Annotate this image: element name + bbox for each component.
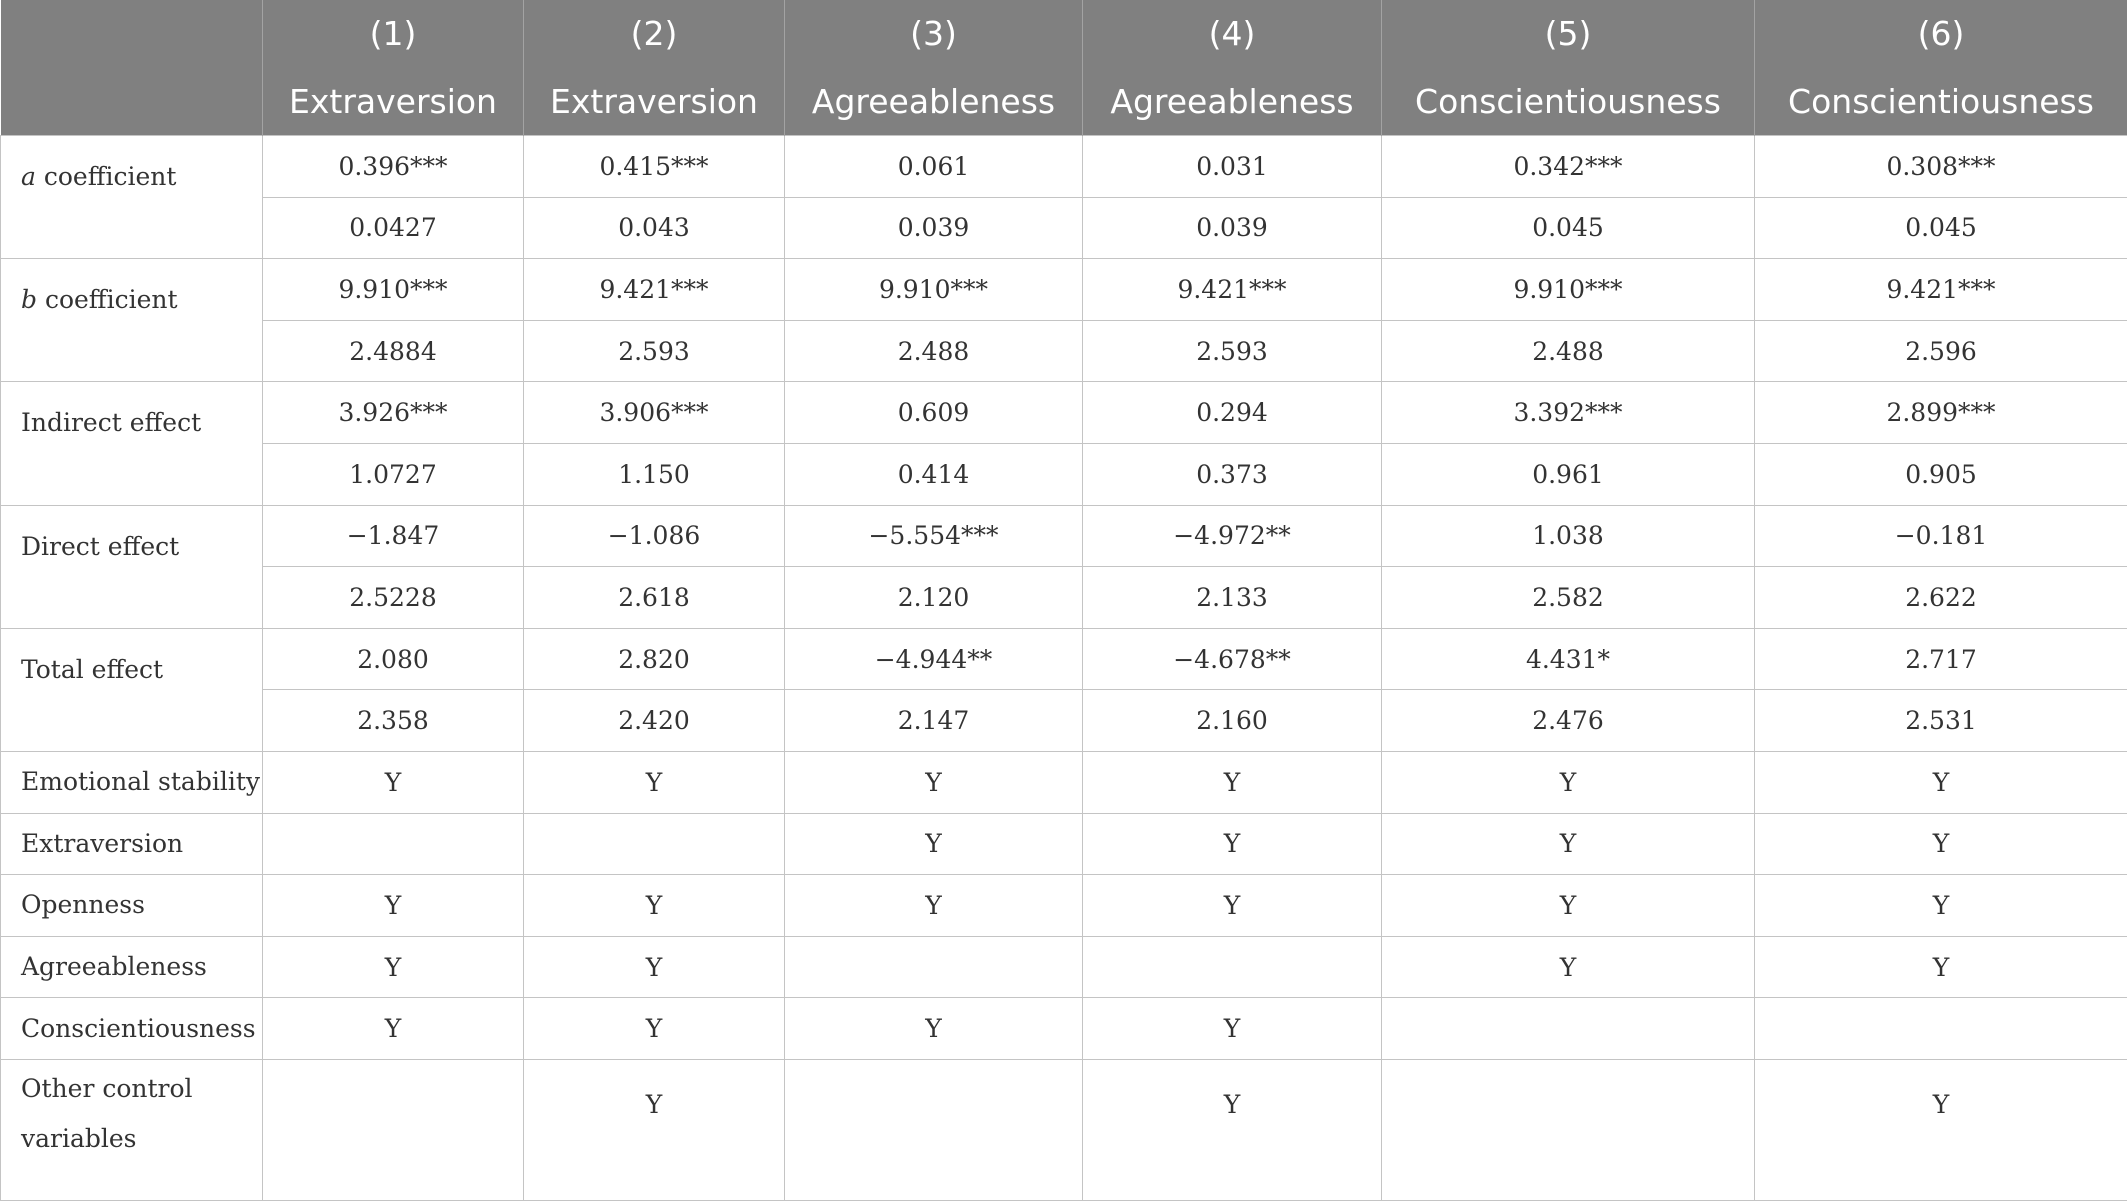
se-cell: 2.596 [1755, 320, 2127, 382]
standard-error-row [1, 443, 2127, 505]
control-row [1, 751, 2127, 813]
coef-cell: 0.294 [1083, 382, 1382, 444]
coef-cell: 9.910*** [263, 259, 524, 321]
control-cell: Y [1083, 998, 1382, 1060]
coef-cell: 2.717 [1755, 628, 2127, 690]
control-cell: Y [263, 936, 524, 998]
se-cell: 2.618 [524, 567, 785, 629]
row-label [1, 505, 263, 628]
coef-cell: 3.926*** [263, 382, 524, 444]
header-trait: Agreeableness [785, 67, 1083, 136]
row-label [1, 382, 263, 505]
control-cell: Y [1755, 1059, 2127, 1200]
control-row [1, 936, 2127, 998]
se-cell: 2.488 [1382, 320, 1755, 382]
row-label-text: coefficient [36, 162, 177, 191]
coefficient-row [1, 382, 2127, 444]
coef-cell: −1.086 [524, 505, 785, 567]
coef-cell: 0.609 [785, 382, 1083, 444]
header-trait: Extraversion [524, 67, 785, 136]
control-cell [1755, 998, 2127, 1060]
control-cell [1382, 998, 1755, 1060]
se-cell: 0.0427 [263, 197, 524, 259]
se-cell: 2.420 [524, 690, 785, 752]
control-cell [263, 1059, 524, 1200]
se-cell: 2.488 [785, 320, 1083, 382]
header-trait: Conscientiousness [1382, 67, 1755, 136]
standard-error-row [1, 320, 2127, 382]
se-cell: 0.045 [1755, 197, 2127, 259]
header-model-number: (4) [1083, 0, 1382, 67]
standard-error-row [1, 197, 2127, 259]
header-trait: Conscientiousness [1755, 67, 2127, 136]
row-label: Conscientiousness [1, 998, 263, 1060]
coef-cell: −4.972** [1083, 505, 1382, 567]
coef-cell: 0.061 [785, 136, 1083, 198]
se-cell: 0.039 [1083, 197, 1382, 259]
coef-cell: 0.415*** [524, 136, 785, 198]
coef-cell: 0.031 [1083, 136, 1382, 198]
row-label-italic: b [21, 285, 37, 314]
se-cell: 1.150 [524, 443, 785, 505]
control-cell: Y [1083, 813, 1382, 875]
control-cell [1083, 936, 1382, 998]
control-cell [1382, 1059, 1755, 1200]
control-row [1, 875, 2127, 937]
control-cell: Y [785, 875, 1083, 937]
se-cell: 2.160 [1083, 690, 1382, 752]
se-cell: 0.043 [524, 197, 785, 259]
standard-error-row [1, 567, 2127, 629]
coef-cell: 0.308*** [1755, 136, 2127, 198]
control-cell: Y [524, 751, 785, 813]
control-cell: Y [524, 998, 785, 1060]
se-cell: 1.0727 [263, 443, 524, 505]
coef-cell: −4.678** [1083, 628, 1382, 690]
row-label: Openness [1, 875, 263, 937]
control-cell: Y [1755, 813, 2127, 875]
row-label: Extraversion [1, 813, 263, 875]
se-cell: 2.582 [1382, 567, 1755, 629]
row-label: Other control variables [1, 1059, 263, 1200]
coef-cell: −0.181 [1755, 505, 2127, 567]
se-cell: 2.622 [1755, 567, 2127, 629]
coef-cell: −5.554*** [785, 505, 1083, 567]
coef-cell: −4.944** [785, 628, 1083, 690]
coefficient-row [1, 259, 2127, 321]
header-row-traits [1, 67, 2127, 136]
control-cell [785, 1059, 1083, 1200]
coef-cell: 3.392*** [1382, 382, 1755, 444]
control-row [1, 998, 2127, 1060]
control-cell [785, 936, 1083, 998]
row-label-text: Total effect [21, 655, 163, 684]
control-cell: Y [1083, 751, 1382, 813]
se-cell: 0.373 [1083, 443, 1382, 505]
control-cell: Y [1083, 875, 1382, 937]
table-body [1, 136, 2127, 1201]
control-cell [263, 813, 524, 875]
control-cell: Y [785, 998, 1083, 1060]
coef-cell: −1.847 [263, 505, 524, 567]
header-model-number: (1) [263, 0, 524, 67]
control-cell: Y [1083, 1059, 1382, 1200]
coef-cell: 4.431* [1382, 628, 1755, 690]
row-label [1, 628, 263, 751]
se-cell: 0.905 [1755, 443, 2127, 505]
control-cell: Y [524, 1059, 785, 1200]
row-label [1, 259, 263, 382]
coef-cell: 9.421*** [524, 259, 785, 321]
se-cell: 2.120 [785, 567, 1083, 629]
se-cell: 2.531 [1755, 690, 2127, 752]
control-cell: Y [1382, 936, 1755, 998]
coef-cell: 2.820 [524, 628, 785, 690]
row-label: Emotional stability [1, 751, 263, 813]
se-cell: 2.593 [1083, 320, 1382, 382]
row-label-text: Direct effect [21, 532, 179, 561]
header-corner [1, 0, 263, 136]
control-cell: Y [263, 998, 524, 1060]
control-cell: Y [1755, 875, 2127, 937]
coef-cell: 9.421*** [1083, 259, 1382, 321]
control-cell [524, 813, 785, 875]
control-cell: Y [1755, 751, 2127, 813]
se-cell: 0.414 [785, 443, 1083, 505]
se-cell: 2.4884 [263, 320, 524, 382]
control-cell: Y [1382, 813, 1755, 875]
coef-cell: 2.899*** [1755, 382, 2127, 444]
coef-cell: 9.910*** [785, 259, 1083, 321]
coef-cell: 2.080 [263, 628, 524, 690]
se-cell: 2.358 [263, 690, 524, 752]
control-cell: Y [785, 751, 1083, 813]
header-model-number: (6) [1755, 0, 2127, 67]
header-model-number: (2) [524, 0, 785, 67]
row-label-text: coefficient [37, 285, 178, 314]
header-trait: Extraversion [263, 67, 524, 136]
coef-cell: 1.038 [1382, 505, 1755, 567]
header-model-number: (3) [785, 0, 1083, 67]
row-label-italic: a [21, 162, 36, 191]
coef-cell: 9.910*** [1382, 259, 1755, 321]
coef-cell: 0.396*** [263, 136, 524, 198]
coefficient-row [1, 505, 2127, 567]
se-cell: 2.147 [785, 690, 1083, 752]
se-cell: 2.593 [524, 320, 785, 382]
control-cell: Y [524, 875, 785, 937]
control-cell: Y [1382, 875, 1755, 937]
control-row [1, 813, 2127, 875]
se-cell: 2.5228 [263, 567, 524, 629]
control-cell: Y [1755, 936, 2127, 998]
control-cell: Y [785, 813, 1083, 875]
coefficient-row [1, 628, 2127, 690]
control-cell: Y [263, 875, 524, 937]
control-cell: Y [1382, 751, 1755, 813]
standard-error-row [1, 690, 2127, 752]
row-label [1, 136, 263, 259]
control-row [1, 1059, 2127, 1200]
se-cell: 2.476 [1382, 690, 1755, 752]
row-label-text: Indirect effect [21, 408, 201, 437]
control-cell: Y [263, 751, 524, 813]
se-cell: 0.039 [785, 197, 1083, 259]
coef-cell: 9.421*** [1755, 259, 2127, 321]
se-cell: 2.133 [1083, 567, 1382, 629]
coefficient-row [1, 136, 2127, 198]
control-cell: Y [524, 936, 785, 998]
se-cell: 0.045 [1382, 197, 1755, 259]
header-model-number: (5) [1382, 0, 1755, 67]
row-label: Agreeableness [1, 936, 263, 998]
table-header [1, 0, 2127, 136]
header-trait: Agreeableness [1083, 67, 1382, 136]
header-row-model-numbers [1, 0, 2127, 67]
coef-cell: 0.342*** [1382, 136, 1755, 198]
se-cell: 0.961 [1382, 443, 1755, 505]
coef-cell: 3.906*** [524, 382, 785, 444]
